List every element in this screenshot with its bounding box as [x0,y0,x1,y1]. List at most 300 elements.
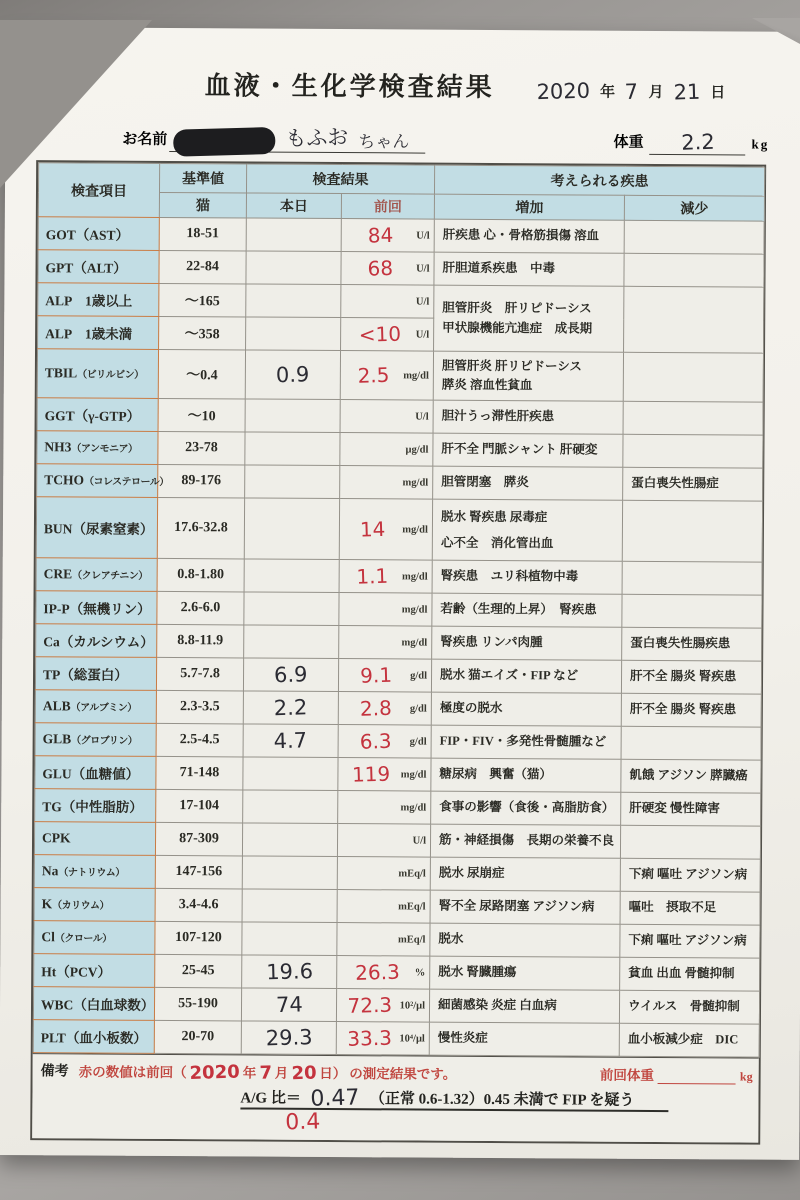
previous-value-handwritten: 2.8 [359,695,393,721]
unit-label: g/dl [410,669,428,682]
disease-line: 極度の脱水 [439,700,503,716]
disease-line: 脱水 腎臓腫瘍 [438,964,517,980]
cell-alb-increase [431,692,621,726]
previous-value-handwritten [341,905,399,907]
previous-value-handwritten [342,641,401,643]
cell-alp1-item [38,283,159,317]
cell-wbc-reference: 55-190 [154,987,241,1021]
cell-cre-previous [339,560,432,594]
disease-line: 貧血 出血 骨髄抑制 [628,966,735,981]
cell-tp-reference: 5.7-7.8 [156,657,243,691]
table-row-wbc [33,987,759,1024]
today-value-handwritten: 6.9 [274,662,309,688]
item-label: NH3 [44,439,72,455]
cell-glu-today [243,757,338,791]
ag-ratio-row [240,1085,668,1112]
cell-alb-previous [338,692,431,726]
date-year-handwritten: 2020 [536,78,591,105]
disease-line: 腎疾患 ユリ科植物中毒 [440,568,579,584]
disease-line: 下痢 嘔吐 アジソン病 [628,933,747,948]
table-row-ipp [36,591,762,628]
table-row-cl [34,921,760,958]
header-species: 猫 [159,192,246,218]
date-day-label: 日 [710,85,726,102]
today-value-handwritten: 4.7 [273,728,308,754]
table-row-gpt [38,250,764,287]
table-row-glb [35,723,761,760]
pet-name-handwritten: もふお [285,124,349,151]
item-sub-label: （ナトリウム） [58,867,125,879]
previous-value-handwritten: 2.5 [357,362,390,388]
cell-k-previous [337,890,430,924]
cell-plt-item [33,1020,154,1054]
cell-plt-reference: 20-70 [154,1020,241,1054]
item-label: TP（総蛋白） [42,667,128,683]
item-sub-label: （コレステロール） [83,476,169,489]
cell-alb-reference: 2.3-3.5 [156,690,243,724]
cell-tcho-reference: 89-176 [158,464,245,498]
cell-alp1-previous [341,285,434,319]
cell-ipp-today [244,592,339,626]
cell-glb-decrease [621,726,761,760]
item-label: BUN（尿素窒素） [43,521,154,537]
disease-line: 蛋白喪失性腸疾患 [630,636,731,651]
cell-ht-reference: 25-45 [155,954,242,988]
unit-label: U/l [416,263,430,275]
cell-alb-decrease [621,693,761,727]
cell-got-today [246,218,341,252]
cell-ca-increase [432,626,622,660]
cell-nh3-increase [433,433,623,467]
remark-year-handwritten: 2020 [189,1061,241,1085]
title-row [37,57,770,105]
cell-ipp-item [36,591,157,625]
prev-weight-group [600,1064,753,1085]
unit-label: mg/dl [401,636,428,649]
item-label: TCHO [44,472,85,488]
disease-line: 蛋白喪失性腸症 [631,476,719,491]
cell-na-increase [430,857,620,891]
cell-cre-item [36,558,157,592]
table-row-alp1 [38,283,764,320]
cell-gpt-today [246,251,341,285]
table-row-nh3 [37,431,763,468]
cell-cre-today [244,559,339,593]
table-row-glu [35,756,761,793]
cell-wbc-increase [429,989,619,1023]
form-content [0,27,800,1160]
cell-ggt-reference: ～10 [158,398,245,432]
unit-label: U/l [415,411,429,423]
cell-ca-today [244,625,339,659]
cell-tcho-decrease [623,467,763,501]
table-row-ggt [37,398,763,435]
cell-gpt-item [38,250,159,284]
cell-ipp-reference: 2.6-6.0 [157,591,244,625]
header-prev: 前回 [341,194,434,220]
cell-bun-reference: 17.6-32.8 [157,497,244,559]
disease-line: 腎不全 尿路閉塞 アジソン病 [438,898,595,914]
disease-line: 脱水 腎疾患 尿毒症 [440,509,548,525]
previous-value-handwritten: 33.3 [347,1025,393,1051]
weight-label: 体重 [613,134,644,151]
cell-glu-item [35,756,156,790]
cell-cpk-increase [430,824,620,858]
cell-cl-increase [430,923,620,957]
item-sub-label: （グロブリン） [71,735,138,747]
disease-line: 脱水 猫エイズ・FIP など [440,667,579,683]
cell-cpk-today [242,823,337,857]
remark-month-handwritten: 7 [258,1062,273,1084]
weight-value-handwritten: 2.2 [680,129,715,155]
item-label: GLB [42,731,72,747]
cell-ht-decrease [620,957,760,991]
results-table [33,162,765,1057]
cell-tp-item [35,657,156,691]
table-row-got [38,217,764,254]
previous-value-handwritten [341,806,400,808]
previous-value-handwritten: 14 [359,516,386,542]
unit-label: 10⁴/μl [399,1032,425,1045]
ag-ratio-value-handwritten: 0.47 [310,1085,361,1112]
prev-weight-unit: kg [739,1069,753,1084]
item-label: Ca（カルシウム） [43,634,154,650]
header-disease: 考えられる疾患 [434,165,764,196]
disease-line: 慢性炎症 [437,1030,488,1046]
cell-plt-previous [336,1022,429,1056]
cell-got-previous [341,219,434,253]
unit-label: mg/dl [401,570,428,583]
cell-ggt-decrease [623,401,763,435]
cell-nh3-decrease [623,434,763,468]
cell-ht-previous [337,956,430,990]
disease-line: FIP・FIV・多発性骨髄腫など [439,733,607,749]
header-ref: 基準値 [159,163,246,193]
cell-k-decrease [620,891,760,925]
previous-value-handwritten: 9.1 [359,662,393,688]
pet-suffix-handwritten: ちゃん [358,132,410,153]
ag-ratio-label: A/G 比＝ [240,1090,301,1107]
disease-line: 肝不全 腸炎 腎疾患 [629,702,737,717]
cell-got-item [38,217,159,251]
cell-glb-today [243,724,338,758]
cell-tp-previous [338,659,431,693]
table-row-tp [35,657,761,694]
weight-group [613,130,769,156]
previous-value-handwritten: <10 [358,321,402,347]
cell-tcho-item [37,464,169,498]
cell-tbil-previous [340,351,433,401]
cell-glu-previous [338,758,431,792]
disease-line: 血小板減少症 DIC [627,1032,739,1047]
disease-line: 脱水 尿崩症 [438,865,505,881]
cell-ca-decrease [622,627,762,661]
disease-line: 胆汁うっ滞性肝疾患 [441,408,555,424]
cell-ht-today [242,955,337,989]
previous-value-handwritten [341,872,399,874]
cell-cre-decrease [622,561,762,595]
item-label: ALB [42,698,71,714]
item-label: IP-P（無機リン） [43,601,151,617]
item-label: GPT（ALT） [45,260,127,276]
item-label: GGT（γ-GTP） [44,408,141,424]
remark-month-label: 月 [274,1065,289,1081]
cell-cpk-item [34,822,155,856]
cell-ggt-item [37,398,158,432]
unit-label: g/dl [409,735,427,748]
table-row-cpk [34,822,760,859]
cell-bun-decrease [622,500,762,562]
cell-nh3-reference: 23-78 [158,431,245,465]
cell-cl-reference: 107-120 [155,921,242,955]
unit-label: mg/dl [401,603,428,616]
item-sub-label: （アンモニア） [71,443,138,455]
disease-line: 下痢 嘔吐 アジソン病 [628,867,748,882]
remark-day-label: 日） [319,1065,347,1082]
cell-nh3-previous [340,433,433,467]
cell-tp-increase [431,659,621,693]
previous-value-handwritten: 119 [351,761,391,787]
table-row-alb [35,690,761,727]
remarks-footer [32,1053,759,1142]
cell-wbc-item [33,987,154,1021]
cell-tbil-increase [433,351,623,401]
item-label: GOT（AST） [45,227,130,243]
disease-line: ウイルス 骨髄抑制 [627,999,740,1014]
cell-alp2-previous [341,318,434,352]
disease-line: 胆管閉塞 膵炎 [441,474,529,490]
disease-line: 腎疾患 リンパ肉腫 [440,634,543,650]
cell-bun-item [36,497,157,559]
item-label: GLU（血糖値） [42,766,140,782]
unit-label: U/l [416,230,430,242]
previous-value-handwritten: 84 [367,222,394,248]
disease-line: 脱水 [438,931,464,947]
cell-alp2-reference: ～358 [159,316,246,350]
disease-line: 嘔吐 摂取不足 [628,900,717,915]
cell-plt-increase [429,1022,619,1056]
previous-value-handwritten: 1.1 [356,563,389,589]
unit-label: μg/dl [405,443,429,456]
cell-nh3-item [37,431,158,465]
today-value-handwritten: 2.2 [273,695,308,721]
ag-ratio-note: （正常 0.6-1.32）0.45 未満で FIP を疑う [369,1091,635,1109]
prev-weight-underline [658,1083,736,1084]
cell-cl-previous [337,923,430,957]
header-today: 本日 [246,193,341,219]
cell-glu-increase [431,758,621,792]
cell-wbc-previous [336,989,429,1023]
cell-k-today [242,889,337,923]
cell-k-reference: 3.4-4.6 [155,888,242,922]
cell-cre-reference: 0.8-1.80 [157,558,244,592]
cell-bun-previous [339,499,432,561]
item-label: PLT（血小板数） [40,1030,147,1046]
cell-tg-item [35,789,156,823]
weight-underline [649,130,745,156]
cell-glu-decrease [621,759,761,793]
disease-line: 胆管肝炎 肝リピドーシス [441,358,582,374]
disease-line: 肝不全 門脈シャント 肝硬変 [441,441,598,457]
cell-tbil-decrease [623,352,763,402]
disease-line: 細菌感染 炎症 白血病 [437,997,557,1013]
item-label: ALP 1歳未満 [45,326,133,342]
table-row-cre [36,558,762,595]
item-label: WBC（白血球数） [40,997,155,1013]
unit-label: mEq/l [398,900,426,913]
cell-cl-decrease [620,924,760,958]
cell-ipp-increase [432,593,622,627]
previous-value-handwritten: 72.3 [347,992,393,1018]
disease-line: 心不全 消化管出血 [440,535,554,551]
cell-bun-today [244,498,339,560]
disease-line: 甲状腺機能亢進症 成長期 [442,320,593,336]
table-row-plt [33,1020,759,1057]
item-sub-label: （クレアチニン） [72,570,148,582]
date-day-handwritten: 21 [673,79,701,105]
unit-label: mg/dl [400,768,427,781]
cell-cpk-reference: 87-309 [155,822,242,856]
date-group [537,79,728,105]
remark-year-label: 年 [242,1065,257,1081]
item-label: K [41,896,53,912]
header-increase: 増加 [434,194,624,220]
table-row-tcho [37,464,763,501]
date-month-label: 月 [648,84,664,102]
cell-alp1-reference: ～165 [159,283,246,317]
table-header-row-1 [38,163,764,196]
unit-label: mg/dl [403,369,429,382]
cell-alp1-today [246,284,341,318]
disease-line: 食事の影響（食後・高脂肪食） [439,799,615,816]
cell-wbc-today [241,988,336,1022]
cell-nh3-today [245,432,340,466]
today-value-handwritten: 29.3 [265,1025,313,1051]
table-row-bun [36,497,762,562]
cell-tp-decrease [621,660,761,694]
cell-alb-item [35,690,156,724]
table-row-k [34,888,760,925]
item-label: ALP 1歳以上 [45,293,133,309]
redaction-blob [173,127,276,157]
unit-label: % [414,967,426,979]
cell-ht-item [34,954,155,988]
header-item: 検査項目 [38,163,159,218]
weight-unit-label: kg [751,136,770,152]
cell-ca-reference: 8.8-11.9 [157,624,244,658]
disease-line: 肝硬変 慢性障害 [629,801,720,816]
cell-plt-decrease [619,1023,759,1057]
previous-value-handwritten [340,938,398,940]
cell-ggt-previous [340,400,433,434]
cell-k-increase [430,890,620,924]
cell-tbil-reference: ～0.4 [158,349,245,399]
cell-cl-item [34,921,155,955]
unit-label: mEq/l [398,867,426,880]
date-year-label: 年 [600,84,616,101]
cell-ca-previous [339,626,432,660]
previous-value-handwritten [342,608,401,610]
table-row-tbil [37,349,763,402]
disease-line: 糖尿病 興奮（猫） [439,766,553,782]
cell-gpt-decrease [624,253,764,287]
cell-tg-today [243,790,338,824]
previous-value-handwritten [343,448,405,450]
disease-line: 肝疾患 心・骨格筋損傷 溶血 [442,227,600,243]
disease-line: 肝胆道系疾患 中毒 [442,260,556,276]
item-label: Na [41,863,59,879]
cell-na-today [242,856,337,890]
unit-label: U/l [412,834,427,847]
remark-day-handwritten: 20 [290,1062,317,1085]
cell-ca-item [36,624,157,658]
disease-line: 胆管肝炎 肝リピドーシス [442,300,592,316]
cell-bun-increase [432,499,622,561]
previous-value-handwritten: 26.3 [354,959,401,985]
name-underline [169,121,425,154]
ag-corrected-row [285,1110,752,1139]
name-label: お名前 [122,131,168,148]
cell-ggt-increase [433,400,623,434]
table-row-ca [36,624,762,661]
cell-na-item [34,855,155,889]
cell-wbc-decrease [619,990,759,1024]
date-month-handwritten: 7 [624,79,639,105]
disease-line: 飢餓 アジソン 膵臓癌 [629,768,748,783]
cell-gpt-reference: 22-84 [159,250,246,284]
cell-ipp-decrease [622,594,762,628]
cell-na-decrease [620,858,760,892]
item-label: TBIL [44,365,78,381]
item-sub-label: （ビリルビン） [77,369,144,381]
cell-alb-today [243,691,338,725]
unit-label: mEq/l [397,933,426,946]
unit-label: U/l [415,329,430,341]
item-label: CRE [43,566,73,582]
cell-glb-increase [431,725,621,759]
cell-tcho-previous [340,466,433,500]
cell-got-reference: 18-51 [159,217,246,251]
cell-tbil-item [37,349,158,399]
unit-label: mg/dl [402,476,429,489]
cell-na-reference: 147-156 [155,855,242,889]
ag-corrected-value-handwritten: 0.4 [284,1109,321,1136]
disease-line: 膵炎 溶血性貧血 [441,377,533,393]
previous-value-handwritten [344,415,416,417]
disease-line: 筋・神経損傷 長期の栄養不良 [438,832,615,849]
cell-glb-previous [338,725,431,759]
today-value-handwritten: 0.9 [275,362,310,388]
cell-k-item [34,888,155,922]
item-sub-label: （カリウム） [52,900,110,912]
cell-got-decrease [624,220,764,254]
name-row [36,105,769,155]
cell-tp-today [243,658,338,692]
item-label: CPK [42,830,71,846]
cell-cre-increase [432,560,622,594]
cell-plt-today [241,1021,336,1055]
cell-gpt-increase [434,252,624,286]
item-label: Cl [41,929,55,945]
header-result: 検査結果 [246,164,434,194]
cell-alp2-today [246,317,341,351]
unit-label: g/dl [409,702,427,715]
previous-value-handwritten [343,481,402,483]
cell-alp1-decrease [624,286,764,353]
table-row-ht [34,954,760,991]
cell-ipp-previous [339,593,432,627]
previous-value-handwritten [341,839,413,841]
